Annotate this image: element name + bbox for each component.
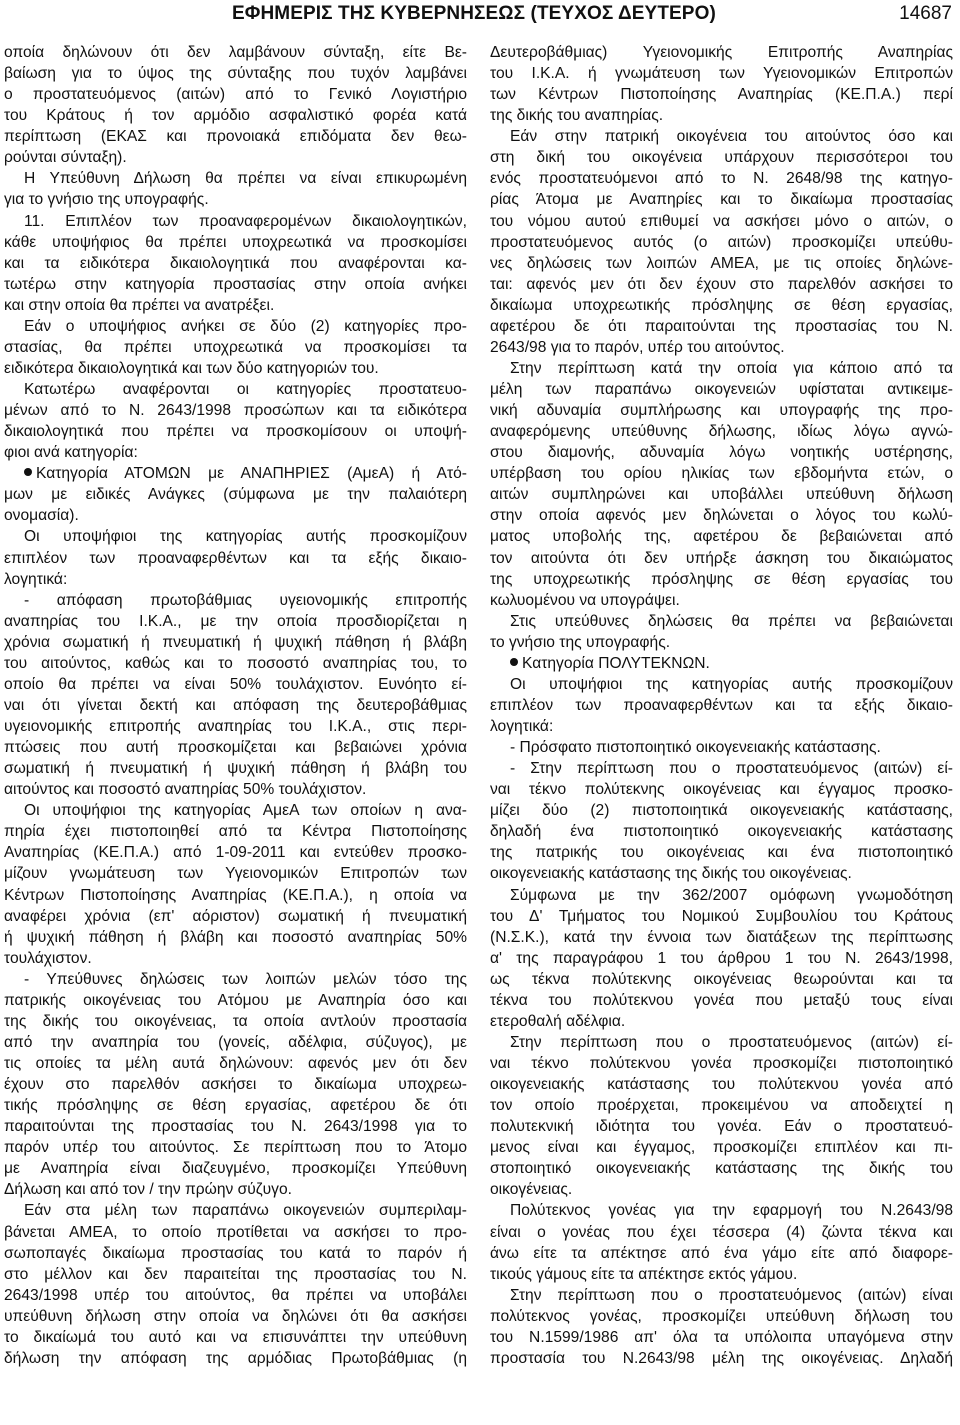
line-text: Αναπηρίας (ΚΕ.Π.Α.) από 1-09-2011 και εντεύθεν προσκο- — [4, 844, 467, 862]
text-line — [490, 695, 953, 716]
text-line — [4, 1243, 467, 1264]
line-text: έχουν στο παρελθόν ασκήσει το δικαίωμα υποχρεω- — [4, 1076, 467, 1094]
text-line — [4, 632, 467, 653]
text-line — [490, 590, 953, 611]
text-line — [4, 548, 467, 569]
line-text: οποίο θα πρέπει να είναι 50% τουλάχιστον. Ευνόητο εί- — [4, 675, 467, 693]
text-line — [490, 1285, 953, 1306]
line-text: αφετέρου δε ότι παραιτούνται της προστασίας του Ν. — [490, 317, 953, 335]
line-text: αναφέρει χρόνια (επ' αόριστον) σωματική ή πνευματική — [4, 907, 467, 925]
line-text: της δικής του οικογένειας, τα οποία αντλούν προστασία — [4, 1012, 467, 1030]
line-text: τον οποίο προέρχεται, προκειμένου να αποδειχτεί η — [490, 1097, 953, 1115]
text-line — [490, 358, 953, 379]
text-line — [490, 885, 953, 906]
text-line — [4, 168, 467, 189]
line-text: Στην περίπτωση που ο προστατευόμενος (αιτών) είναι — [510, 1286, 953, 1304]
line-text: ρίας Άτομα με Αναπηρίες και το δικαίωμα προστασίας — [490, 191, 953, 209]
text-line — [490, 505, 953, 526]
text-line — [4, 1032, 467, 1053]
text-line — [490, 611, 953, 632]
line-text: πηρία έχει πιστοποιηθεί από τα Κέντρα Πιστοποίησης — [4, 823, 467, 841]
line-text: και στην οποία θα πρέπει να ανατρέξει. — [4, 296, 275, 314]
text-line — [4, 569, 467, 590]
line-text: επιπλέον των προαναφερθέντων και τα εξής δικαιο- — [490, 696, 953, 714]
line-text: τικούς γάμους είτε τα απέκτησε εκτός γάμου. — [490, 1265, 798, 1283]
text-line — [490, 126, 953, 147]
text-line — [4, 1179, 467, 1200]
text-line — [490, 716, 953, 737]
text-line — [490, 463, 953, 484]
page-number: 14687 — [899, 3, 952, 24]
text-line — [4, 990, 467, 1011]
text-line — [490, 569, 953, 590]
line-text: Εάν στα μέλη των παραπάνω οικογενειών συμπεριλαμ- — [24, 1202, 467, 1220]
line-text: προστατευόμενος αυτός (ο αιτών) προσκομίζει υπεύθυ- — [490, 233, 953, 251]
text-line — [4, 779, 467, 800]
line-text: ειδικότερα δικαιολογητικά και των δύο κατηγοριών του. — [4, 359, 379, 377]
text-line — [4, 695, 467, 716]
line-text: ενός προστατευόμενοι από το Ν. 2648/98 της κατηγο- — [490, 170, 953, 188]
text-line — [4, 442, 467, 463]
line-text: χρόνια σωματική ή πνευματική ή ψυχική πάθηση ή βλάβη — [4, 633, 467, 651]
line-text: ο προστατευόμενος (αιτών) από το Γενικό Λογιστήριο — [4, 86, 467, 104]
bullet-icon — [510, 658, 518, 666]
line-text: στη δική του οικογένεια υπάρχουν περισσότεροι του — [490, 149, 953, 167]
line-text: 2643/1998 υπέρ του αιτούντος, θα πρέπει να υποβάλει — [4, 1286, 467, 1304]
line-text: φιοι ανά κατηγορία: — [4, 444, 138, 462]
text-line — [4, 1053, 467, 1074]
line-text: περίπτωση (ΕΚΑΣ και προνοιακά επιδόματα δεν θεω- — [4, 128, 467, 146]
line-text: αναφερόμενης υπεύθυνης δήλωσης, ιδίως λόγω αγνώ- — [490, 423, 953, 441]
line-text: Εάν ο υποψήφιος ανήκει σε δύο (2) κατηγορίες προ- — [24, 317, 467, 335]
line-text: προστασία του Ν.2643/98 μέλη της οικογένειας. Δηλαδή — [490, 1349, 953, 1367]
line-text: κωλυομένου να υπογράψει. — [490, 591, 680, 609]
line-text: αιτών συμπληρώνει και υποβάλλει υπεύθυνη δήλωση — [490, 486, 953, 504]
text-line — [490, 1222, 953, 1243]
line-text: δηλαδή ένα πιστοποιητικό οικογενειακής κατάστασης — [490, 823, 953, 841]
line-text: της δικής του αναπηρίας. — [490, 107, 664, 125]
text-line — [490, 1200, 953, 1221]
line-text: Εάν στην πατρική οικογένεια του αιτούντος όσο και — [510, 128, 953, 146]
line-text: του Ν.1599/1986 απ' όλα τα υπόλοιπα υπαγόμενα στην — [490, 1328, 953, 1346]
line-text: μίζουν γνωμάτευση των Υγειονομικών Επιτροπών των — [4, 865, 467, 883]
line-text: νες δηλώσεις των λοιπών ΑΜΕΑ, με τις οποίες δηλώνε- — [490, 254, 953, 272]
line-text: από την αναπηρία του (γονείς, αδέλφια, σύζυγος), με — [4, 1033, 467, 1051]
line-text: υπέρβαση του ορίου ηλικίας των εβδομήντα ετών, ο — [490, 465, 953, 483]
line-text: λογητικά: — [4, 570, 68, 588]
line-text: δικαίωμα υποχρεωτικής πρόσληψης σε θέση εργασίας, — [490, 296, 953, 314]
line-text: οποία δηλώνουν ότι δεν λαμβάνουν σύνταξη, είτε Βε- — [4, 44, 467, 61]
line-text: μίζει δύο (2) πιστοποιητικά οικογενειακής κατάστασης, — [490, 802, 953, 820]
text-line — [490, 105, 953, 126]
text-line — [490, 1032, 953, 1053]
text-line — [4, 611, 467, 632]
line-text: - Στην περίπτωση που ο προστατευόμενος (αιτών) εί- — [510, 760, 953, 778]
text-line — [490, 168, 953, 189]
text-line — [4, 147, 467, 168]
text-line — [490, 800, 953, 821]
line-text: νική αδυναμία συμπλήρωσης και υπογραφής της προ- — [490, 402, 953, 420]
text-line — [4, 316, 467, 337]
line-text: Κέντρων Πιστοποίησης Αναπηρίας (ΚΕ.Π.Α.), η οποία να — [4, 886, 467, 904]
text-line — [4, 800, 467, 821]
text-line — [490, 400, 953, 421]
text-line — [490, 1011, 953, 1032]
text-line — [490, 1095, 953, 1116]
text-line — [490, 1306, 953, 1327]
text-line — [4, 674, 467, 695]
text-line — [4, 274, 467, 295]
line-text: Πολύτεκνος γονέας για την εφαρμογή του Ν.2643/98 — [510, 1202, 953, 1220]
line-text: Στις υπεύθυνες δηλώσεις θα πρέπει να βεβαιώνεται — [510, 612, 953, 630]
page-header — [0, 0, 960, 40]
text-line — [490, 316, 953, 337]
text-line — [490, 442, 953, 463]
line-text: Οι υποψήφιοι της κατηγορίας αυτής προσκομίζουν — [510, 675, 953, 693]
text-line — [490, 863, 953, 884]
text-line — [4, 1327, 467, 1348]
line-text: ναι ότι γίνεται δεκτή και απόφαση της δευτεροβάθμιας — [4, 696, 467, 714]
text-line — [4, 758, 467, 779]
text-line — [4, 1074, 467, 1095]
text-line — [490, 674, 953, 695]
text-line — [490, 906, 953, 927]
line-text: στο μέλλον και δεν παραιτείται της προστασίας του Ν. — [4, 1265, 467, 1283]
text-line — [4, 885, 467, 906]
text-line — [4, 1158, 467, 1179]
line-text: ετεροθαλή αδέλφια. — [490, 1012, 626, 1030]
text-line — [490, 42, 953, 63]
text-line — [490, 737, 953, 758]
text-line — [4, 948, 467, 969]
text-line — [4, 463, 467, 484]
text-line — [490, 632, 953, 653]
text-line — [490, 969, 953, 990]
text-line — [4, 211, 467, 232]
line-text: των Κέντρων Πιστοποίησης Αναπηρίας (ΚΕ.Π.Α.) περί — [490, 86, 953, 104]
line-text: τικής πρόσληψης σε θέση εργασίας, αφετέρου δε ότι — [4, 1097, 467, 1115]
line-text: Δήλωση και από τον / την πρώην σύζυγο. — [4, 1181, 292, 1199]
line-text: Οι υποψήφιοι της κατηγορίας αυτής προσκομίζουν — [24, 528, 467, 546]
text-line — [4, 1285, 467, 1306]
line-text: στου διαμονής, αδυναμία λόγω νοητικής υστέρησης, — [490, 444, 953, 462]
gazette-title: ΕΦΗΜΕΡΙΣ ΤΗΣ ΚΥΒΕΡΝΗΣΕΩΣ (ΤΕΥΧΟΣ ΔΕΥΤΕΡΟ) — [232, 3, 716, 24]
text-line — [4, 842, 467, 863]
line-text: πολυτεκνική ιδιότητα του γονέα. Εάν ο προστατευό- — [490, 1118, 953, 1136]
line-text: οικογενειακής κατάστασης του πολύτεκνου γονέα από — [490, 1076, 953, 1094]
line-text: μένων από το Ν. 2643/1998 προσώπων και τα ειδικότερα — [4, 402, 467, 420]
text-line — [4, 969, 467, 990]
text-line — [490, 821, 953, 842]
text-line — [4, 737, 467, 758]
text-line — [490, 1116, 953, 1137]
line-text: στην οποία αφενός μεν δηλώνεται ο λόγος του κωλύ- — [490, 507, 953, 525]
line-text: και τα ειδικότερα δικαιολογητικά που αναφέρονται κα- — [4, 254, 467, 272]
line-text: ναι τέκνο πολύτεκνης οικογένειας και έγγαμος προσκο- — [490, 781, 953, 799]
line-text: Οι υποψήφιοι της κατηγορίας ΑμεΑ των οποίων η ανα- — [24, 802, 467, 820]
text-line — [490, 274, 953, 295]
line-text: (Ν.Σ.Κ.), κατά την έννοια των διατάξεων της περίπτωσης — [490, 928, 953, 946]
line-text: - Πρόσφατο πιστοποιητικό οικογενειακής κατάστασης. — [510, 739, 881, 757]
text-line — [4, 863, 467, 884]
text-line — [4, 1222, 467, 1243]
text-line — [4, 484, 467, 505]
text-line — [490, 1053, 953, 1074]
line-text: στασίας, θα πρέπει υποχρεωτικά να προσκομίσει τα — [4, 338, 467, 356]
text-line — [4, 84, 467, 105]
text-line — [4, 716, 467, 737]
line-text: με Αναπηρία είναι διαζευγμένο, προσκομίζει Υπεύθυνη — [4, 1160, 467, 1178]
line-text: ρούνται σύνταξη). — [4, 149, 127, 167]
text-line — [4, 105, 467, 126]
text-line — [490, 484, 953, 505]
text-line — [4, 253, 467, 274]
line-text: στοποιητικό οικογενειακής κατάστασης της δικής του — [490, 1160, 953, 1178]
text-line — [490, 232, 953, 253]
line-text: δικαιολογητικά που πρέπει να προσκομίσουν οι υποψή- — [4, 423, 467, 441]
line-text: της πατρικής του οικογένειας και ένα πιστοποιητικό — [490, 844, 953, 862]
line-text: - απόφαση πρωτοβάθμιας υγειονομικής επιτροπής — [24, 591, 467, 609]
line-text: υγειονομικής επιτροπής αναπηρίας του Ι.Κ.Α., στις περι- — [4, 718, 467, 735]
text-line — [490, 526, 953, 547]
line-text: βάνεται ΑΜΕΑ, το οποίο προτίθεται να ασκήσει το προ- — [4, 1223, 467, 1241]
line-text: παραιτούνται της προστασίας του Ν. 2643/1998 για το — [4, 1118, 467, 1136]
line-text: κάθε υποψήφιος θα πρέπει υποχρεωτικά να προσκομίσει — [4, 233, 467, 251]
line-text: μενος είναι και έγγαμος, προσκομίζει επιπλέον και πι- — [490, 1139, 953, 1157]
text-line — [4, 1095, 467, 1116]
text-line — [490, 779, 953, 800]
line-text: ως τέκνα πολύτεκνης οικογένειας θεωρούνται και τα — [490, 970, 953, 988]
line-text: Στην περίπτωση που ο προστατευόμενος (αιτών) εί- — [510, 1033, 953, 1051]
text-line — [4, 1264, 467, 1285]
line-text: αναπηρίας του Ι.Κ.Α., με την οποία προσδιορίζεται η — [4, 612, 467, 630]
text-line — [4, 526, 467, 547]
text-line — [490, 421, 953, 442]
text-line — [4, 295, 467, 316]
line-text: 2643/98 για το παρόν, υπέρ του αιτούντος. — [490, 338, 785, 356]
text-line — [4, 421, 467, 442]
text-line — [4, 927, 467, 948]
text-line — [4, 590, 467, 611]
text-line — [490, 653, 953, 674]
left-column — [4, 42, 467, 1369]
line-text: σωποπαγές δικαίωμα προστασίας του κατά το παρόν ή — [4, 1244, 467, 1262]
text-line — [4, 1306, 467, 1327]
line-text: επιπλέον των προαναφερθέντων και τα εξής δικαιο- — [4, 549, 467, 567]
text-line — [490, 842, 953, 863]
line-text: Δευτεροβάθμιας) Υγειονομικής Επιτροπής Αναπηρίας — [490, 44, 953, 61]
line-text: οικογένειας. — [490, 1181, 573, 1199]
line-text: άνω είτε τα απέκτησε από ένα γάμο είτε από διαφορε- — [490, 1244, 953, 1262]
line-text: υπεύθυνη δήλωση στην οποία να δηλώνει ότι θα ασκήσει — [4, 1307, 467, 1325]
line-text: το γνήσιο της υπογραφής. — [490, 633, 671, 651]
line-text: παρόν υπέρ του αιτούντος. Σε περίπτωση που το Άτομο — [4, 1139, 467, 1157]
line-text: Στην περίπτωση κατά την οποία για κάποιο από τα — [510, 359, 953, 377]
line-text: Σύμφωνα με την 362/2007 ομόφωνη γνωμοδότηση — [510, 886, 953, 904]
text-line — [490, 189, 953, 210]
text-line — [4, 505, 467, 526]
line-text: δήλωση την απόφαση της αρμόδιας Πρωτοβάθμιας (η — [4, 1349, 467, 1367]
text-line — [4, 906, 467, 927]
line-text: μέλη των παραπάνω οικογενειών υφίσταται αντικειμε- — [490, 381, 953, 398]
line-text: τον αιτούντα ότι δεν υπήρξε άσκηση του δικαιώματος — [490, 549, 953, 567]
text-line — [490, 758, 953, 779]
text-line — [490, 84, 953, 105]
text-line — [490, 63, 953, 84]
line-text: Κατηγορία ΑΤΟΜΩΝ με ΑΝΑΠΗΡΙΕΣ (ΑμεΑ) ή Ατό- — [36, 465, 467, 483]
line-text: 11. Επιπλέον των προαναφερομένων δικαιολογητικών, — [24, 212, 467, 230]
line-text: Κατωτέρω αναφέρονται οι κατηγορίες προστατευο- — [24, 381, 467, 398]
text-line — [490, 1179, 953, 1200]
text-line — [4, 400, 467, 421]
text-line — [4, 63, 467, 84]
line-text: Κατηγορία ΠΟΛΥΤΕΚΝΩΝ. — [522, 654, 710, 672]
line-text: του Δ' Τμήματος του Νομικού Συμβουλίου του Κράτους — [490, 907, 953, 925]
text-line — [4, 189, 467, 210]
line-text: ται: αφενός μεν ότι δεν έχουν στο παρελθόν ασκήσει το — [490, 275, 953, 293]
line-text: οικογενειακής κατάστασης της δικής του οικογένειας. — [490, 865, 852, 883]
text-line — [490, 948, 953, 969]
line-text: του Κράτους ή τον αρμόδιο ασφαλιστικό φορέα κατά — [4, 107, 467, 125]
line-text: της υποχρεωτικής πρόσληψης σε θέση εργασίας του — [490, 570, 953, 588]
text-line — [490, 337, 953, 358]
line-text: Η Υπεύθυνη Δήλωση θα πρέπει να είναι επικυρωμένη — [24, 170, 467, 188]
text-line — [4, 232, 467, 253]
line-text: ματος υποβολής της, αφετέρου δε βεβαιώνεται από — [490, 528, 953, 546]
text-line — [490, 990, 953, 1011]
text-line — [4, 1200, 467, 1221]
line-text: βαίωση για το ύψος της σύνταξης που τυχόν λαμβάνει — [4, 65, 467, 83]
right-column — [490, 42, 953, 1369]
line-text: α' της παραγράφου 1 του άρθρου 1 του Ν. 2643/1998, — [490, 949, 953, 967]
line-text: ναι τέκνο πολύτεκνου γονέα προσκομίζει πιστοποιητικό — [490, 1055, 953, 1072]
line-text: τέκνα του πολύτεκνου γονέα που μεταξύ τους είναι — [490, 991, 953, 1009]
text-line — [4, 1348, 467, 1369]
line-text: του νόμου αυτού επιθυμεί να ασκήσει μόνο ο αιτών, ο — [490, 212, 953, 230]
line-text: ή ψυχική πάθηση ή βλάβη και ποσοστό αναπηρίας 50% — [4, 928, 467, 946]
text-line — [490, 927, 953, 948]
text-line — [490, 1264, 953, 1285]
text-line — [490, 1137, 953, 1158]
line-text: σωματική ή πνευματική ή ψυχική πάθηση ή βλάβη του — [4, 760, 467, 778]
line-text: τις οποίες τα μέλη αυτά δηλώνουν: αφενός μεν ότι δεν — [4, 1055, 467, 1072]
line-text: μων με ειδικές Ανάγκες (σύμφωνα με την παλαιότερη — [4, 486, 467, 504]
text-line — [490, 211, 953, 232]
line-text: πατρικής οικογένειας του Ατόμου με Αναπηρία όσο και — [4, 991, 467, 1009]
text-line — [490, 1243, 953, 1264]
line-text: - Υπεύθυνες δηλώσεις των λοιπών μελών τόσο της — [24, 970, 467, 988]
bullet-icon — [24, 468, 32, 476]
line-text: τουλάχιστον. — [4, 949, 92, 967]
text-line — [4, 1137, 467, 1158]
text-line — [4, 821, 467, 842]
line-text: ονομασία). — [4, 507, 79, 525]
line-text: το δικαίωμά του αυτό και να επισυνάπτει την υπεύθυνη — [4, 1328, 467, 1346]
line-text: αιτούντος και ποσοστό αναπηρίας 50% τουλάχιστον. — [4, 781, 367, 799]
text-line — [4, 379, 467, 400]
text-line — [4, 1011, 467, 1032]
text-line — [4, 337, 467, 358]
text-line — [490, 1074, 953, 1095]
text-line — [490, 379, 953, 400]
text-line — [4, 1116, 467, 1137]
text-line — [4, 42, 467, 63]
text-line — [490, 1348, 953, 1369]
text-line — [490, 253, 953, 274]
text-line — [490, 1327, 953, 1348]
line-text: για το γνήσιο της υπογραφής. — [4, 191, 209, 209]
line-text: του Ι.Κ.Α. ή γνωμάτευση των Υγειονομικών Επιτροπών — [490, 65, 953, 83]
text-line — [4, 358, 467, 379]
text-line — [490, 147, 953, 168]
text-line — [4, 126, 467, 147]
text-line — [490, 1158, 953, 1179]
text-line — [490, 548, 953, 569]
text-line — [490, 295, 953, 316]
line-text: πτώσεις που αυτή προσκομίζεται και βεβαιώνει χρόνια — [4, 739, 467, 757]
line-text: είναι ο γονέας που έχει τέσσερα (4) ζώντα τέκνα και — [490, 1223, 953, 1241]
line-text: πολύτεκνος γονέας, προσκομίζει υπεύθυνη δήλωση του — [490, 1307, 953, 1325]
text-line — [4, 653, 467, 674]
line-text: λογητικά: — [490, 718, 554, 735]
line-text: του αιτούντος, καθώς και το ποσοστό αναπηρίας του, το — [4, 654, 467, 672]
line-text: τωτέρω στην κατηγορία προστασίας στην οποία ανήκει — [4, 275, 467, 293]
